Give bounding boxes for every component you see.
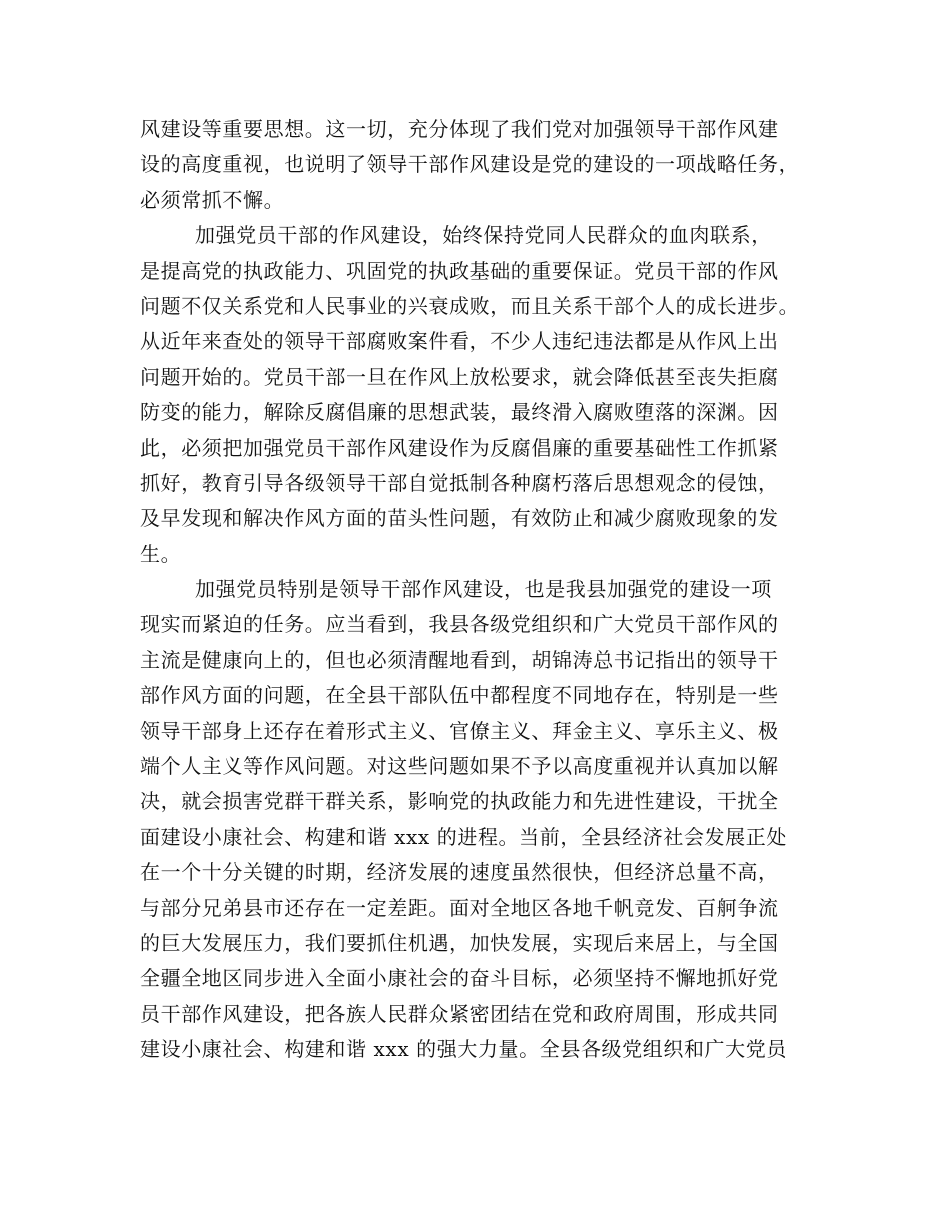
text-line: 面建设小康社会、构建和谐 xxx 的进程。当前，全县经济社会发展正处 xyxy=(140,824,787,849)
text-line: 端个人主义等作风问题。对这些问题如果不予以高度重视并认真加以解 xyxy=(140,754,779,779)
text-line: 与部分兄弟县市还存在一定差距。面对全地区各地千帆竞发、百舸争流 xyxy=(140,895,779,920)
text-line: 防变的能力，解除反腐倡廉的思想武装，最终滑入腐败堕落的深渊。因 xyxy=(140,400,779,425)
text-line: 必须常抓不懈。 xyxy=(140,187,285,212)
text-line: 从近年来查处的领导干部腐败案件看，不少人违纪违法都是从作风上出 xyxy=(140,329,779,354)
text-line: 风建设等重要思想。这一切，充分体现了我们党对加强领导干部作风建 xyxy=(140,117,779,141)
text-line: 及早发现和解决作风方面的苗头性问题，有效防止和减少腐败现象的发 xyxy=(140,506,779,531)
text-line: 问题不仅关系党和人民事业的兴衰成败，而且关系干部个人的成长进步。 xyxy=(140,293,800,318)
text-line: 此，必须把加强党员干部作风建设作为反腐倡廉的重要基础性工作抓紧 xyxy=(140,435,779,460)
text-line: 主流是健康向上的，但也必须清醒地看到，胡锦涛总书记指出的领导干 xyxy=(140,647,779,672)
text-line: 全疆全地区同步进入全面小康社会的奋斗目标，必须坚持不懈地抓好党 xyxy=(140,966,779,991)
text-line: 问题开始的。党员干部一旦在作风上放松要求，就会降低甚至丧失拒腐 xyxy=(140,364,779,389)
text-line: 决，就会损害党群干群关系，影响党的执政能力和先进性建设，干扰全 xyxy=(140,789,779,814)
text-line: 抓好，教育引导各级领导干部自觉抵制各种腐朽落后思想观念的侵蚀， xyxy=(140,470,779,495)
text-line: 在一个十分关键的时期，经济发展的速度虽然很快，但经济总量不高， xyxy=(140,860,779,885)
text-line: 部作风方面的问题，在全县干部队伍中都程度不同地存在，特别是一些 xyxy=(140,683,779,708)
text-line: 是提高党的执政能力、巩固党的执政基础的重要保证。党员干部的作风 xyxy=(140,258,779,283)
paragraph-first-line: 加强党员特别是领导干部作风建设，也是我县加强党的建设一项 xyxy=(195,577,772,602)
text-line: 现实而紧迫的任务。应当看到，我县各级党组织和广大党员干部作风的 xyxy=(140,612,779,637)
text-line: 领导干部身上还存在着形式主义、官僚主义、拜金主义、享乐主义、极 xyxy=(140,718,779,743)
text-line: 生。 xyxy=(140,541,182,566)
text-line: 建设小康社会、构建和谐 xxx 的强大力量。全县各级党组织和广大党员 xyxy=(140,1037,787,1062)
text-line: 的巨大发展压力，我们要抓住机遇，加快发展，实现后来居上，与全国 xyxy=(140,930,779,955)
paragraph-first-line: 加强党员干部的作风建设，始终保持党同人民群众的血肉联系， xyxy=(195,223,772,248)
text-line: 设的高度重视，也说明了领导干部作风建设是党的建设的一项战略任务， xyxy=(140,152,800,177)
body-text xyxy=(140,112,830,1068)
text-line: 员干部作风建设，把各族人民群众紧密团结在党和政府周围，形成共同 xyxy=(140,1001,779,1026)
